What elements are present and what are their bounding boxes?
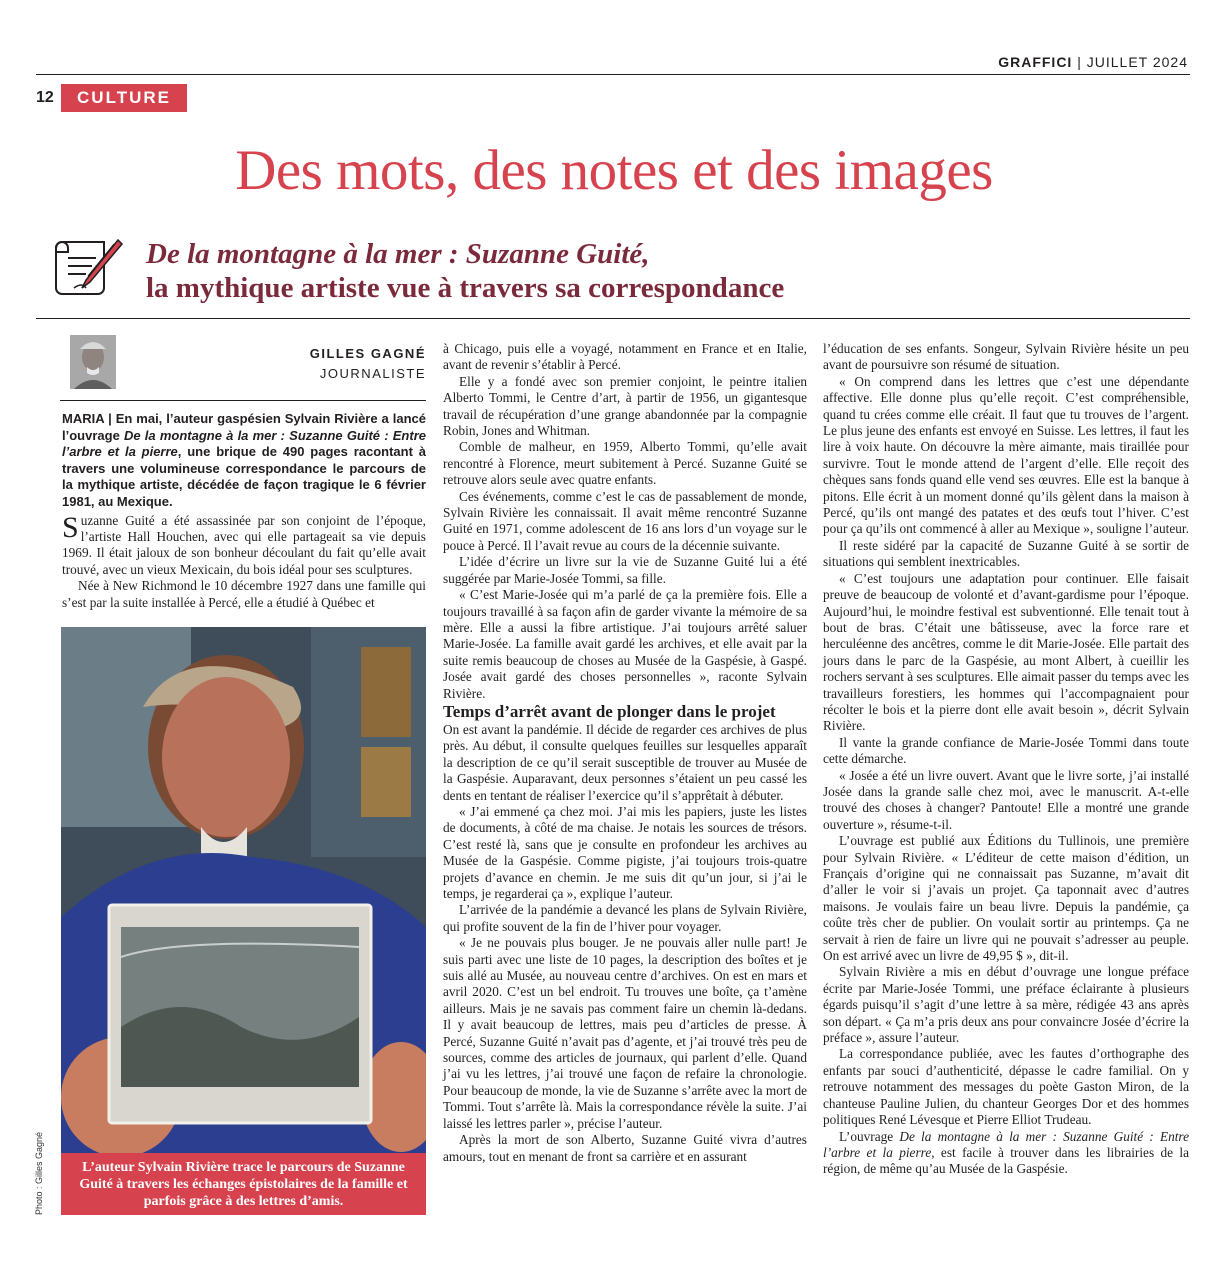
body-paragraph: Après la mort de son Alberto, Suzanne Guité vivra d’autres amours, tout en menant de front sa carrière et en assurant (443, 1132, 807, 1164)
body-text: uzanne Guité a été assassinée par son conjoint de l’époque, l’artiste Hall Houchen, avec qui elle partageait sa vie depuis 1969. Il était jaloux de son bonheur découlant du fait qu’elle avait trouvé, avec un vieux Mexicain, du bois idéal pour ses sculptures. (62, 512, 426, 577)
body-paragraph: « Josée a été un livre ouvert. Avant que le livre sorte, j’ai installé Josée dans la grande salle chez moi, avec le manuscrit. A-t-elle trouvé des choses à changer? Pantoute! Elle a montré une grande ouverture », résume-t-il. (823, 767, 1189, 832)
body-paragraph: « On comprend dans les lettres que c’est une dépendante affective. Elle donne plus qu’elle reçoit. C’est compréhensible, quand tu crées comme elle créait. Il faut que tu trouves de l’argent. Le plus jeune des enfants est envoyé en Suisse. Les lettres, il faut les lire à voix haute. On découvre la mère aimante, mais tiraillée pour survivre. Tout le monde attend de l’argent d’elle. Elle reçoit des chèques sans fonds quand elle vend ses œuvres. Elle est la banque à pitons. Elle écrit à un moment donné qu’ils gèlent dans la maison à Percé, qu’ils ont mangé des patates et des œufs tout l’hiver. C’est pour ça qu’ils ont commencé à aller au Mexique », souligne l’auteur. (823, 373, 1189, 537)
body-paragraph: Il vante la grande confiance de Marie-Josée Tommi dans toute cette démarche. (823, 734, 1189, 767)
body-paragraph: On est avant la pandémie. Il décide de regarder ces archives de plus près. Au début, il consulte quelques feuilles sur lesquelles apparaît la description de ce qu’il serait susceptible de trouver au Musée de la Gaspésie. Auparavant, deux personnes s’étaient un peu cassé les dents en tentant de réaliser l’exercice qu’il s’apprêtait à débuter. (443, 721, 807, 803)
body-paragraph: « C’est Marie-Josée qui m’a parlé de ça la première fois. Elle a toujours travaillé à sa façon afin de garder vivante la mémoire de sa mère. Elle a aussi la fibre artistique. J’ai toujours arrêté saluer Marie-Josée. La famille avait gardé les archives, et elle avait par la suite remis beaucoup de choses au Musée de la Gaspésie, à Gaspé. Josée avait gardé des choses personnelles », raconte Sylvain Rivière. (443, 587, 807, 701)
author-photo (70, 335, 116, 389)
body-paragraph: à Chicago, puis elle a voyagé, notamment en France et en Italie, avant de revenir s’établir à Percé. (443, 341, 807, 373)
photo-credit: Photo : Gilles Gagné (34, 1131, 44, 1215)
photo-caption: L’auteur Sylvain Rivière trace le parcours de Suzanne Guité à travers les échanges épistolaires de la famille et parfois grâce à des lettres d’amis. (61, 1153, 426, 1215)
lead-text-1: En mai, l’auteur gaspésien Sylvain Rivière a lancé l’ouvrage (62, 411, 426, 443)
byline-name: GILLES GAGNÉ (309, 346, 426, 361)
body-paragraph: L’arrivée de la pandémie a devancé les plans de Sylvain Rivière, qui profite souvent de la fin de l’hiver pour voyager. (443, 902, 807, 934)
masthead (998, 54, 1188, 70)
lead-text-2: , une brique de 490 pages racontant à travers une volumineuse correspondance le parcours de la mythique artiste, décédée de façon tragique le 6 février 1981, au Mexique. (62, 444, 426, 509)
deck-line-2: la mythique artiste vue à travers sa correspondance (146, 272, 785, 304)
body-paragraph: « C’est toujours une adaptation pour continuer. Elle faisait preuve de beaucoup de volonté et d’avant-gardisme pour l’époque. Aujourd’hui, le moindre festival est subventionné. Elle tenait tout à bout de bras. C’était une bâtisseuse, avec la force rare et herculéenne des ancêtres, comme le dit Marie-Josée. Elle partait des jours dans le parc de la Gaspésie, au mont Albert, à cueillir les rochers servant à ses sculptures. Elle aimait passer du temps avec les travailleurs forestiers, les hommes qui l’accompagnaient pour récolter le bois et la pierre dont elle avait besoin », décrit Sylvain Rivière. (823, 570, 1189, 734)
body-paragraph: Comble de malheur, en 1959, Alberto Tommi, qu’elle avait rencontré à Florence, meurt subitement à Percé. Suzanne Guité se retrouve alors seule avec quatre enfants. (443, 439, 807, 488)
body-text: L’ouvrage (839, 1128, 900, 1144)
body-paragraph: « J’ai emmené ça chez moi. J’ai mis les papiers, juste les listes de documents, à côté de ma chaise. Je notais les sources de trésors. C’est resté là, sans que je consulte en profondeur les archives au Musée de la Gaspésie. Comme pigiste, j’ai toujours trois-quatre projets d’avance en chemin. Je me suis dit qu’un jour, si j’ai le temps, je regarderai ça », explique l’auteur. (443, 803, 807, 901)
page-number: 12 (36, 89, 54, 106)
top-rule (36, 74, 1190, 75)
book-title-inline: De la montagne à la mer : Suzanne Guité : Entre l’arbre et la pierre (823, 1128, 1190, 1160)
column-3 (823, 341, 1189, 1178)
headline: Des mots, des notes et des images (235, 139, 993, 202)
dateline: MARIA (62, 411, 105, 426)
body-paragraph: Ces événements, comme c’est le cas de passablement de monde, Sylvain Rivière les connaissait. Il avait même rencontré Suzanne Guité en 1971, comme adolescent de 16 ans lors d’un voyage sur le pouce à Percé. Il l’avait revue au cours de la décennie suivante. (443, 488, 807, 553)
byline-rule (60, 400, 426, 401)
issue-date: JUILLET 2024 (1086, 54, 1188, 70)
scroll-quill-icon (52, 236, 124, 300)
body-paragraph: Il reste sidéré par la capacité de Suzanne Guité à se sortir de situations qui semblent inextricables. (823, 537, 1189, 570)
author-with-book-photo (61, 627, 426, 1153)
column-1 (62, 411, 426, 611)
masthead-separator: | (1077, 54, 1082, 70)
body-paragraph: Elle y a fondé avec son premier conjoint, le peintre italien Alberto Tommi, le Centre d’art, à partir de 1956, un gigantesque travail de récupération d’une grange abandonnée par la compagnie Robin, Jones and Whitman. (443, 373, 807, 439)
body-paragraph: « Je ne pouvais plus bouger. Je ne pouvais aller nulle part! Je suis parti avec une liste de 10 pages, la description des boîtes et je suis allé au Musée, au nouveau centre d’archives. On est en mars et avril 2020. C’est un bel endroit. Tu trouves une boîte, ça t’amène ailleurs. Mais je ne savais pas comment faire un chemin là-dedans. Il y avait beaucoup de lettres, mais peu d’articles de presse. À Percé, Suzanne Guité n’avait pas d’agente, et j’ai trouvé très peu de sources, comme des articles de journaux, qui parlent d’elle. Quand j’ai vu les lettres, j’ai trouvé une façon de refaire la chronologie. Pour beaucoup de monde, la vie de Suzanne s’arrête avec la mort de Tommi. Tout s’arrête là. Mais la correspondance révèle la suite. J’ai laissé les lettres parler », précise l’auteur. (443, 935, 807, 1131)
dateline-separator: | (104, 411, 116, 426)
article-photo (61, 627, 426, 1153)
body-paragraph (62, 510, 426, 579)
lead-paragraph (62, 411, 426, 511)
column-2 (443, 341, 807, 1165)
section-tag: CULTURE (61, 84, 187, 112)
body-text: , est facile à trouver dans les librairies de la région, de même qu’au Musée de la Gaspésie. (823, 1144, 1190, 1177)
body-paragraph: Sylvain Rivière a mis en début d’ouvrage une longue préface écrite par Marie-Josée Tommi, une préface éclairante à plusieurs égards puisqu’il s’agit d’une lettre à sa mère, rédigée 43 ans après son départ. « Ça m’a pris deux ans pour convaincre Josée d’écrire la préface », assure l’auteur. (823, 964, 1189, 1046)
body-paragraph: L’ouvrage est publié aux Éditions du Tullinois, une première pour Sylvain Rivière. « L’éditeur de cette maison d’édition, un Français d’origine qui ne connaissait pas Suzanne, m’avait dit d’aller le voir si j’avais un projet. Ça taponnait avec d’autres maisons. Je voulais faire un beau livre. Depuis la pandémie, ça coûte très cher de publier. On voulait sortir au printemps. Ça ne servait à rien de faire un livre qui ne pouvait s’adresser au peuple. On est arrivé avec un livre de 49,95 $ », dit-il. (823, 833, 1189, 964)
subheading: Temps d’arrêt avant de plonger dans le projet (443, 701, 776, 721)
deck-rule (36, 318, 1190, 319)
byline-role: JOURNALISTE (319, 366, 426, 381)
drop-cap: S (62, 510, 79, 544)
publication-name: GRAFFICI (998, 54, 1073, 70)
author-portrait-icon (70, 335, 116, 389)
body-paragraph: La correspondance publiée, avec les fautes d’orthographe des enfants par souci d’authenticité, dépasse le cadre familial. On y retrouve notamment des messages du poète Gaston Miron, de la chanteuse Pauline Julien, du chanteur Georges Dor et des hommes politiques René Lévesque et Pierre Elliot Trudeau. (823, 1046, 1189, 1128)
body-paragraph (823, 1129, 1189, 1178)
lead-book-title: De la montagne à la mer : Suzanne Guité : Entre l’arbre et la pierre (62, 427, 426, 460)
body-paragraph: l’éducation de ses enfants. Songeur, Sylvain Rivière hésite un peu avant de poursuivre son résumé de situation. (823, 341, 1189, 373)
body-paragraph: Née à New Richmond le 10 décembre 1927 dans une famille qui s’est par la suite installée à Percé, elle a étudié à Québec et (62, 578, 426, 610)
body-paragraph: L’idée d’écrire un livre sur la vie de Suzanne Guité lui a été suggérée par Marie-Josée Tommi, sa fille. (443, 554, 807, 586)
deck-line-1: De la montagne à la mer : Suzanne Guité, (146, 238, 650, 270)
